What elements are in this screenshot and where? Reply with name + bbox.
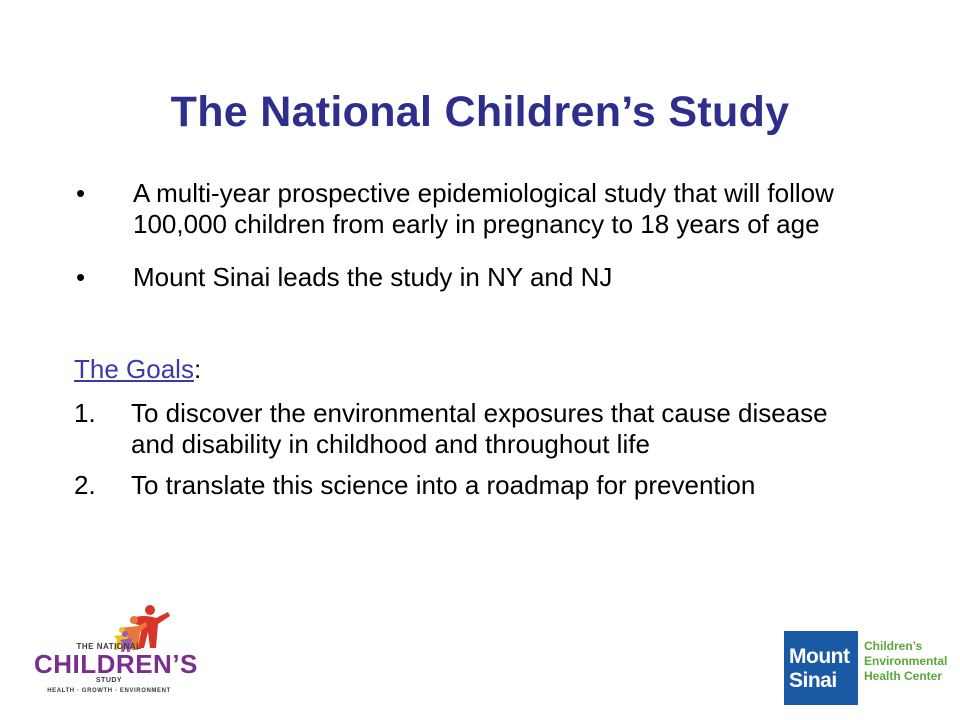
bullet-item [74,262,874,293]
ncs-study: STUDY [95,677,123,684]
national-childrens-study-logo [34,604,198,708]
goals-link[interactable]: The Goals [74,354,194,384]
ncs-wordmark [34,642,198,694]
goals-list [74,398,874,511]
cehc-text [864,639,947,684]
goal-item [74,470,874,501]
goal-text: To discover the environmental exposures that cause disease and disability in childhood and throughout life [131,398,828,459]
bullet-marker: • [76,262,86,292]
goal-number: 1. [74,398,96,428]
bullet-list [74,178,874,315]
ncs-childrens: CHILDREN’S [34,649,198,679]
mount-sinai-box [784,631,858,705]
cehc-line: Children’s [864,639,923,653]
ncs-the-national: THE NATIONAL [76,642,142,651]
cehc-line: Health Center [864,669,943,683]
goal-text: To translate this science into a roadmap for prevention [131,470,756,500]
goals-heading [74,354,201,385]
slide-title: The National Children’s Study [170,88,790,136]
goal-number: 2. [74,470,96,500]
goals-heading-suffix: : [193,354,202,384]
goal-item [74,398,874,460]
mount-sinai-line2: Sinai [789,669,837,692]
ncs-tagline: HEALTH · GROWTH · ENVIRONMENT [47,688,171,694]
mount-sinai-logo [784,631,948,705]
bullet-text: A multi-year prospective epidemiological study that will follow 100,000 children from early in pregnancy to 18 years of age [133,178,834,239]
cehc-line: Environmental [864,654,948,668]
bullet-marker: • [76,178,86,208]
bullet-item [74,178,874,240]
mount-sinai-line1: Mount [789,645,850,668]
bullet-text: Mount Sinai leads the study in NY and NJ [133,262,613,292]
